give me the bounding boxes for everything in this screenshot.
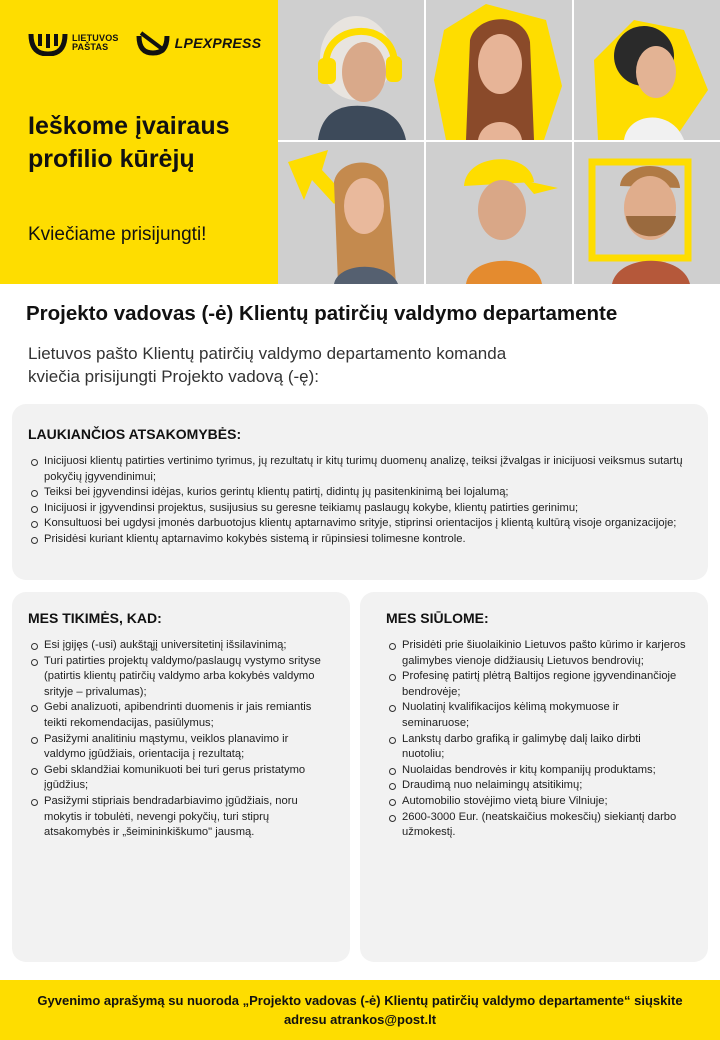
photo-grid [278, 0, 720, 284]
job-title: Projekto vadovas (-ė) Klientų patirčių valdymo departamente [26, 302, 618, 325]
list-item: Nuolaidas bendrovės ir kitų kompanijų produktams; [388, 763, 686, 779]
expectations-list [30, 638, 330, 841]
footer-banner [0, 980, 720, 1040]
list-item: Turi patirties projektų valdymo/paslaugų vystymo srityse (patirtis klientų patirčių valdymo arba kokybės valdymo srityje – privalumas); [30, 654, 330, 701]
list-item: Inicijuosi ir įgyvendinsi projektus, susijusius su geresne teikiamų paslaugų kokybe, klientų patirties gerinimu; [30, 501, 690, 517]
list-item: Prisidėti prie šiuolaikinio Lietuvos pašto kūrimo ir karjeros galimybes vienoje didžiausių Lietuvos bendrovių; [388, 638, 686, 669]
list-item: Automobilio stovėjimo vietą biure Vilniuje; [388, 794, 686, 810]
list-item: Nuolatinį kvalifikacijos kėlimą mokymuose ir seminaruose; [388, 700, 686, 731]
lietuvos-pastas-logo-icon [28, 30, 68, 56]
list-item: Esi įgijęs (-usi) aukštąjį universitetinį išsilavinimą; [30, 638, 330, 654]
photo-bearded-man [574, 142, 720, 284]
job-intro-line: kviečia prisijungti Projekto vadovą (-ę): [28, 367, 320, 386]
lpexpress-logo: LPEXPRESS [135, 30, 262, 56]
job-intro-line: Lietuvos pašto Klientų patirčių valdymo departamento komanda [28, 344, 507, 363]
offers-heading: MES SIŪLOME: [386, 610, 489, 626]
expectations-panel [12, 592, 350, 962]
list-item: Konsultuosi bei ugdysi įmonės darbuotojus klientų aptarnavimo srityje, stiprinsi orientacijos į klientą kultūrą visoje organizacijoje; [30, 516, 690, 532]
list-item: Gebi sklandžiai komunikuoti bei turi gerus pristatymo įgūdžius; [30, 763, 330, 794]
logos [28, 30, 261, 56]
photo-woman-profile [574, 0, 720, 140]
list-item: Pasižymi stipriais bendradarbiavimo įgūdžiais, noru mokytis ir tobulėti, nevengi pokyčių, turi stiprų atsakomybės ir „šeimininkiškumo" jausmą. [30, 794, 330, 841]
hero-title: Ieškome įvairaus profilio kūrėjų [28, 112, 230, 173]
list-item: Profesinę patirtį plėtrą Baltijos regione įgyvendinančioje bendrovėje; [388, 669, 686, 700]
list-item: Gebi analizuoti, apibendrinti duomenis ir jais remiantis teikti rekomendacijas, pasiūlymus; [30, 700, 330, 731]
list-item: Draudimą nuo nelaimingų atsitikimų; [388, 778, 686, 794]
job-intro [28, 342, 648, 388]
photo-older-woman [278, 0, 424, 140]
offers-panel [360, 592, 708, 962]
list-item: Teiksi bei įgyvendinsi idėjas, kurios gerintų klientų patirtį, didintų jų pasitenkinimą bei lojalumą; [30, 485, 690, 501]
hero-subtitle: Kviečiame prisijungti! [28, 224, 207, 245]
responsibilities-heading: LAUKIANČIOS ATSAKOMYBĖS: [28, 426, 242, 442]
hero-yellow-panel [0, 0, 278, 284]
list-item: 2600-3000 Eur. (neatskaičius mokesčių) siekiantį darbo užmokestį. [388, 810, 686, 841]
offers-list [388, 638, 686, 841]
hero-banner [0, 0, 720, 284]
list-item: Pasižymi analitiniu mąstymu, veiklos planavimo ir valdymo įgūdžiais, orientacija į rezultatą; [30, 732, 330, 763]
lpexpress-logo-icon [135, 30, 171, 56]
photo-long-hair-woman [278, 142, 424, 284]
lietuvos-pastas-logo [28, 30, 119, 56]
footer-apply-text: Gyvenimo aprašymą su nuoroda „Projekto vadovas (-ė) Klientų patirčių valdymo departamente“ siųskite adresu atrankos@post.lt [37, 993, 683, 1027]
photo-man-cap [426, 142, 572, 284]
responsibilities-list [30, 454, 690, 548]
list-item: Prisidėsi kuriant klientų aptarnavimo kokybės sistemą ir rūpinsiesi tolimesne kontrole. [30, 532, 690, 548]
lietuvos-pastas-wordmark: LIETUVOS PAŠTAS [72, 33, 119, 52]
list-item: Lankstų darbo grafiką ir galimybę dalį laiko dirbti nuotoliu; [388, 732, 686, 763]
list-item: Inicijuosi klientų patirties vertinimo tyrimus, jų rezultatų ir kitų turimų duomenų analizę, teiksi įžvalgas ir inicijuosi veiksmus sutartų pokyčių įgyvendinimui; [30, 454, 690, 485]
expectations-heading: MES TIKIMĖS, KAD: [28, 610, 162, 626]
responsibilities-panel [12, 404, 708, 580]
photo-young-woman [426, 0, 572, 140]
